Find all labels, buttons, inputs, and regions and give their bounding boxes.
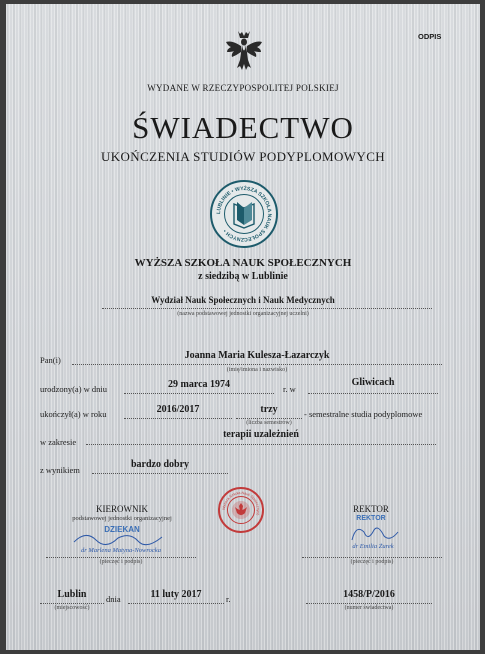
polish-eagle-emblem-icon <box>222 26 266 74</box>
number-line <box>306 603 432 604</box>
city-line <box>40 603 104 604</box>
issue-date: 11 luty 2017 <box>150 589 202 600</box>
born-date: 29 marca 1974 <box>167 379 231 390</box>
number-caption: (numer świadectwa) <box>344 605 394 611</box>
faculty-line <box>102 308 432 309</box>
faculty-caption: (nazwa podstawowej jednostki organizacyjnej uczelni) <box>177 311 309 317</box>
finished-year-line <box>124 418 232 419</box>
name-label: Pan(i) <box>40 355 61 365</box>
rektor-caption: (pieczęć i podpis) <box>350 559 394 565</box>
school-seat: z siedzibą w Lublinie <box>198 271 288 282</box>
kierownik-name: dr Marlena Matyna-Nowrocka <box>81 547 161 554</box>
scope-line <box>86 444 436 445</box>
issuer-line: WYDANE W RZECZYPOSPOLITEJ POLSKIEJ <box>147 83 339 93</box>
date-label: dnia <box>106 594 121 604</box>
copy-mark: ODPIS <box>418 32 442 41</box>
kierownik-line <box>46 557 196 558</box>
semesters-line <box>236 418 302 419</box>
city-caption: (miejscowość) <box>54 605 90 611</box>
name-line <box>72 364 442 365</box>
finished-year: 2016/2017 <box>156 404 200 415</box>
certificate-subtitle: UKOŃCZENIA STUDIÓW PODYPLOMOWYCH <box>100 149 386 164</box>
born-label: urodzony(a) w dniu <box>40 384 108 394</box>
kierownik-subtitle: podstawowej jednostki organizacyjnej <box>72 515 172 522</box>
issue-city: Lublin <box>57 589 87 600</box>
logo-ring-text: LUBLINIE • WYŻSZA SZKOŁA NAUK SPOŁECZNYCH • <box>215 185 273 243</box>
person-name: Joanna Maria Kulesza-Łazarczyk <box>184 350 330 361</box>
faculty-name: Wydział Nauk Społecznych i Nauk Medycznych <box>151 295 335 305</box>
finished-label: ukończył(a) w roku <box>40 409 107 419</box>
rektor-line <box>302 557 442 558</box>
seal-ring-text: Wyższa Szkoła Nauk Społecznych <box>221 490 261 516</box>
semesters-count: trzy <box>260 404 278 415</box>
result-line <box>92 473 228 474</box>
rektor-stamp: REKTOR <box>356 515 386 522</box>
born-place: Gliwicach <box>351 377 395 388</box>
born-date-line <box>124 393 274 394</box>
semesters-caption: (liczba semestrów) <box>246 420 292 426</box>
round-red-seal-icon <box>218 487 264 533</box>
certificate-number: 1458/P/2016 <box>343 589 395 600</box>
kierownik-title: KIEROWNIK <box>96 504 148 514</box>
date-line <box>128 603 224 604</box>
result-label: z wynikiem <box>40 465 80 475</box>
certificate-sheet <box>6 4 480 650</box>
name-caption: (imię/imiona i nazwisko) <box>226 367 288 373</box>
dziekan-stamp: DZIEKAN <box>104 525 140 534</box>
scope-value: terapii uzależnień <box>223 429 299 440</box>
semesters-label: - semestralne studia podyplomowe <box>304 409 423 419</box>
date-suffix: r. <box>226 594 231 604</box>
kierownik-caption: (pieczęć i podpis) <box>99 559 143 565</box>
rektor-title: REKTOR <box>353 504 389 514</box>
born-place-line <box>308 393 438 394</box>
university-book-logo-icon <box>210 180 278 248</box>
rektor-name: dr Emilia Żurek <box>352 543 394 550</box>
school-name: WYŻSZA SZKOŁA NAUK SPOŁECZNYCH <box>134 257 352 269</box>
scope-label: w zakresie <box>40 437 77 447</box>
born-place-label: r. w <box>283 384 296 394</box>
certificate-title: ŚWIADECTWO <box>132 110 354 145</box>
result-value: bardzo dobry <box>130 459 190 470</box>
kierownik-signature-icon <box>66 528 176 548</box>
